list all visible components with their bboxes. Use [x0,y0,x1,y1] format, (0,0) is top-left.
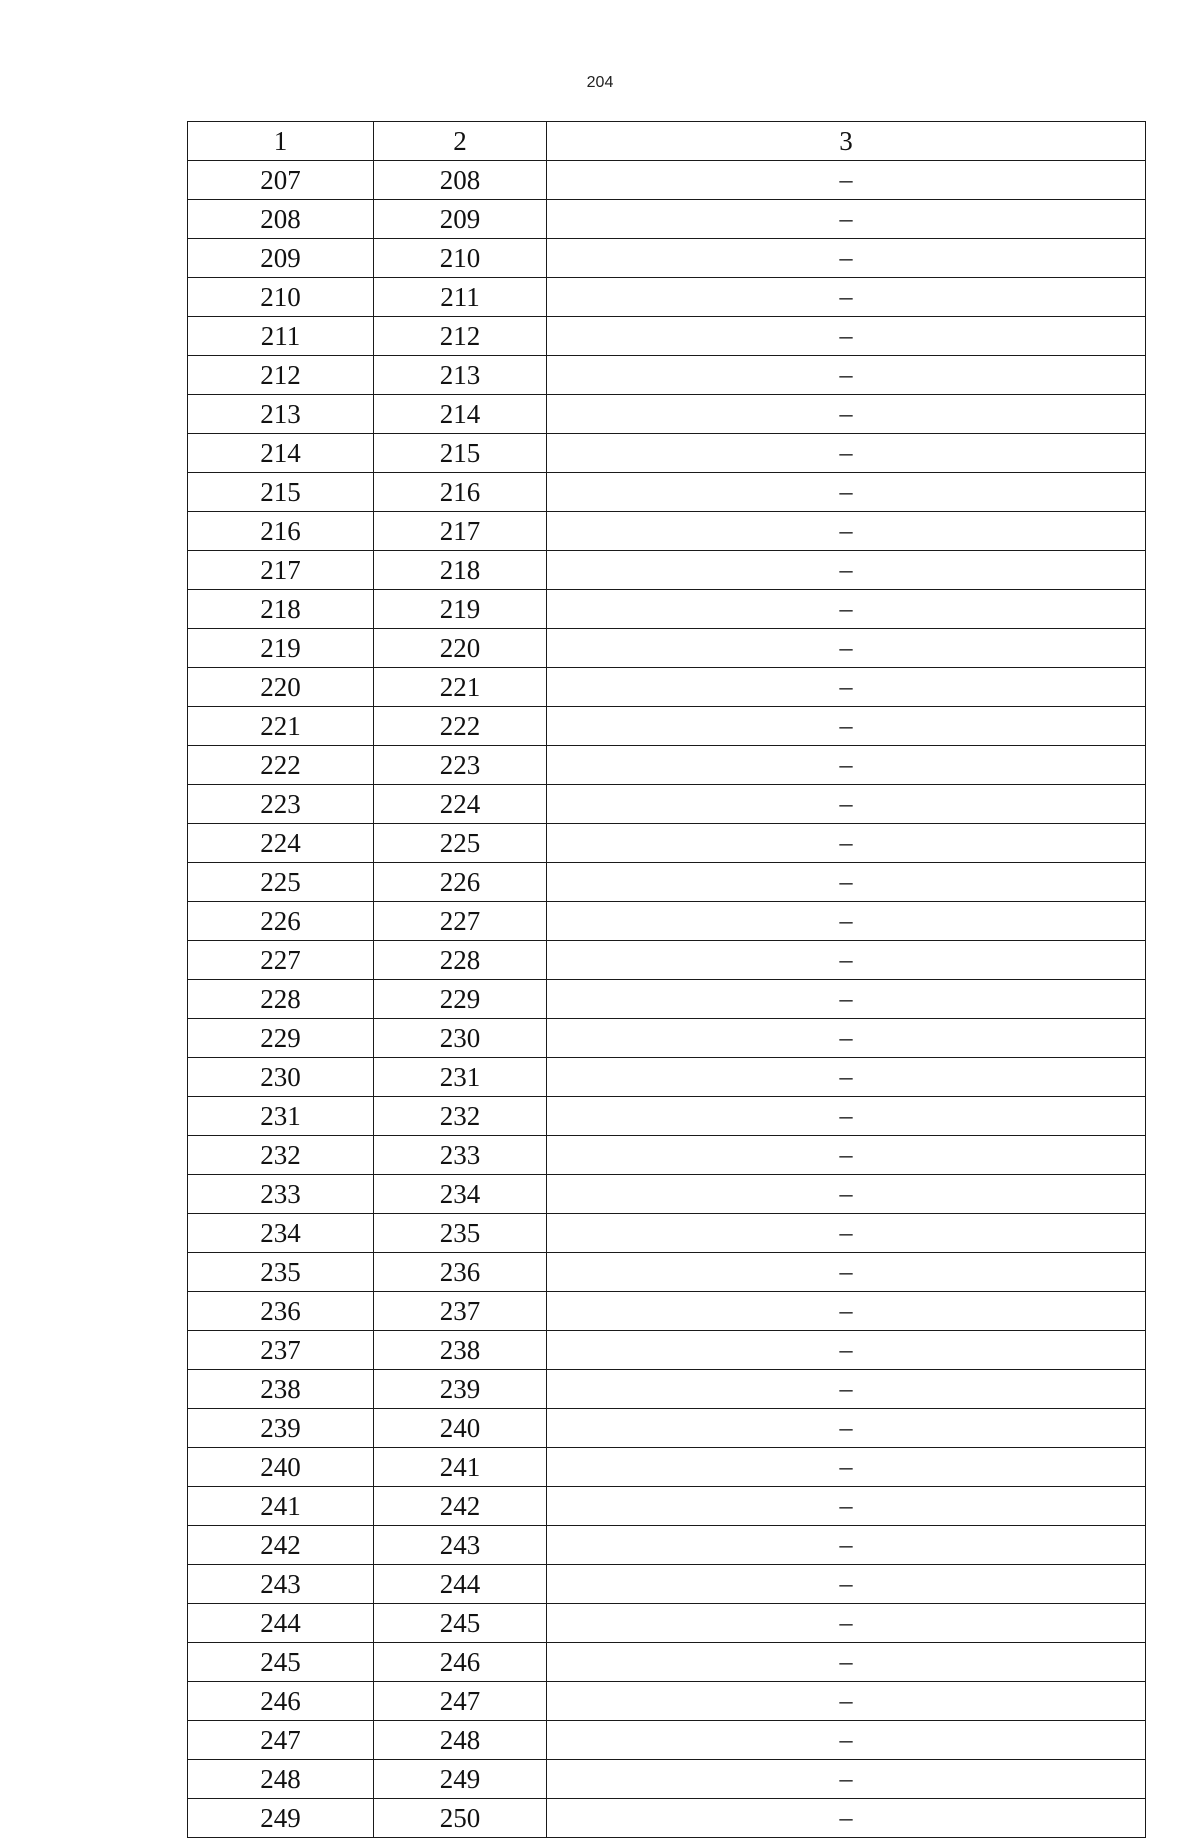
table-cell-col-1: 229 [188,1019,374,1058]
table-cell-col-3: – [547,473,1146,512]
table-cell-col-1: 212 [188,356,374,395]
table-cell-col-1: 226 [188,902,374,941]
table-row [188,239,1146,278]
table-cell-col-1: 242 [188,1526,374,1565]
table-cell-col-3: – [547,1097,1146,1136]
table-cell-col-2: 211 [374,278,547,317]
table-row [188,434,1146,473]
table-row [188,1370,1146,1409]
table-cell-col-3: – [547,1721,1146,1760]
table-cell-col-3: – [547,278,1146,317]
table-cell-col-2: 219 [374,590,547,629]
table-row [188,1331,1146,1370]
table-cell-col-2: 228 [374,941,547,980]
table-cell-col-2: 225 [374,824,547,863]
table-row [188,1097,1146,1136]
table-cell-col-2: 241 [374,1448,547,1487]
table-cell-col-1: 208 [188,200,374,239]
table-cell-col-1: 239 [188,1409,374,1448]
table-cell-col-3: – [547,1175,1146,1214]
table-row [188,707,1146,746]
table-cell-col-2: 229 [374,980,547,1019]
table-cell-col-1: 217 [188,551,374,590]
table-cell-col-3: – [547,317,1146,356]
table-cell-col-3: – [547,824,1146,863]
table-cell-col-1: 224 [188,824,374,863]
table-cell-col-2: 216 [374,473,547,512]
table-cell-col-1: 240 [188,1448,374,1487]
table-cell-col-1: 244 [188,1604,374,1643]
table-cell-col-3: – [547,1019,1146,1058]
table-cell-col-1: 235 [188,1253,374,1292]
table-row [188,1214,1146,1253]
table-cell-col-2: 238 [374,1331,547,1370]
table-row [188,1604,1146,1643]
column-header-2: 2 [374,122,547,161]
table-cell-col-3: – [547,785,1146,824]
table-row [188,1487,1146,1526]
table-cell-col-3: – [547,1136,1146,1175]
table-row [188,590,1146,629]
table-cell-col-1: 222 [188,746,374,785]
table-cell-col-1: 207 [188,161,374,200]
table-cell-col-1: 234 [188,1214,374,1253]
table-cell-col-1: 210 [188,278,374,317]
table-cell-col-1: 219 [188,629,374,668]
table-cell-col-2: 227 [374,902,547,941]
table-cell-col-3: – [547,434,1146,473]
table-cell-col-3: – [547,1448,1146,1487]
table-row [188,1409,1146,1448]
table-cell-col-3: – [547,941,1146,980]
table-row [188,1175,1146,1214]
table-cell-col-1: 236 [188,1292,374,1331]
table-cell-col-2: 250 [374,1799,547,1838]
table-cell-col-1: 221 [188,707,374,746]
table-cell-col-1: 248 [188,1760,374,1799]
table-cell-col-3: – [547,707,1146,746]
table-cell-col-3: – [547,1214,1146,1253]
table-row [188,317,1146,356]
table-row [188,941,1146,980]
table-cell-col-3: – [547,1760,1146,1799]
table-cell-col-3: – [547,161,1146,200]
table-row [188,278,1146,317]
table-row [188,980,1146,1019]
column-header-3: 3 [547,122,1146,161]
table-row [188,1136,1146,1175]
table-cell-col-2: 217 [374,512,547,551]
table-row [188,161,1146,200]
table-row [188,1799,1146,1838]
table-cell-col-1: 228 [188,980,374,1019]
table-row [188,746,1146,785]
table-cell-col-1: 220 [188,668,374,707]
table-cell-col-2: 208 [374,161,547,200]
table-cell-col-3: – [547,1370,1146,1409]
table-cell-col-1: 237 [188,1331,374,1370]
table-cell-col-2: 224 [374,785,547,824]
table-cell-col-3: – [547,863,1146,902]
table-cell-col-1: 214 [188,434,374,473]
table-cell-col-2: 226 [374,863,547,902]
table-cell-col-3: – [547,1526,1146,1565]
table-row [188,512,1146,551]
table-row [188,1058,1146,1097]
table-cell-col-2: 223 [374,746,547,785]
table-row [188,902,1146,941]
table-cell-col-3: – [547,356,1146,395]
table-cell-col-1: 247 [188,1721,374,1760]
table-cell-col-1: 223 [188,785,374,824]
table-cell-col-3: – [547,1682,1146,1721]
table-cell-col-2: 213 [374,356,547,395]
table-cell-col-1: 216 [188,512,374,551]
table-cell-col-3: – [547,590,1146,629]
table-cell-col-3: – [547,395,1146,434]
table-cell-col-2: 240 [374,1409,547,1448]
table-cell-col-3: – [547,1604,1146,1643]
table-row [188,1292,1146,1331]
table-cell-col-3: – [547,629,1146,668]
table-cell-col-2: 235 [374,1214,547,1253]
table-cell-col-3: – [547,1799,1146,1838]
table-cell-col-2: 248 [374,1721,547,1760]
table-cell-col-1: 213 [188,395,374,434]
table-row [188,785,1146,824]
table-row [188,1253,1146,1292]
table-cell-col-3: – [547,1292,1146,1331]
table-row [188,551,1146,590]
table-cell-col-2: 237 [374,1292,547,1331]
table-cell-col-3: – [547,551,1146,590]
table-row [188,1721,1146,1760]
table-cell-col-3: – [547,980,1146,1019]
table-cell-col-2: 222 [374,707,547,746]
table-cell-col-2: 232 [374,1097,547,1136]
table-cell-col-1: 233 [188,1175,374,1214]
table-row [188,1682,1146,1721]
table-cell-col-2: 236 [374,1253,547,1292]
table-cell-col-2: 239 [374,1370,547,1409]
table-cell-col-2: 220 [374,629,547,668]
table-row [188,629,1146,668]
table-row [188,1643,1146,1682]
table-cell-col-2: 244 [374,1565,547,1604]
table-row [188,395,1146,434]
table-cell-col-1: 227 [188,941,374,980]
table-cell-col-1: 209 [188,239,374,278]
table-cell-col-2: 234 [374,1175,547,1214]
table-cell-col-1: 243 [188,1565,374,1604]
table-row [188,1019,1146,1058]
table-cell-col-1: 238 [188,1370,374,1409]
table-cell-col-2: 247 [374,1682,547,1721]
table-cell-col-2: 242 [374,1487,547,1526]
table-cell-col-2: 221 [374,668,547,707]
table-cell-col-3: – [547,1565,1146,1604]
table-cell-col-2: 214 [374,395,547,434]
data-table-container [187,121,1145,1838]
table-body [188,161,1146,1838]
table-cell-col-2: 218 [374,551,547,590]
table-cell-col-3: – [547,1409,1146,1448]
table-cell-col-1: 225 [188,863,374,902]
table-cell-col-2: 249 [374,1760,547,1799]
table-cell-col-3: – [547,1058,1146,1097]
table-cell-col-1: 246 [188,1682,374,1721]
table-row [188,1565,1146,1604]
table-cell-col-1: 211 [188,317,374,356]
table-cell-col-3: – [547,512,1146,551]
table-cell-col-3: – [547,746,1146,785]
table-row [188,1526,1146,1565]
table-row [188,473,1146,512]
table-cell-col-2: 210 [374,239,547,278]
table-header-row [188,122,1146,161]
table-cell-col-2: 231 [374,1058,547,1097]
table-cell-col-1: 215 [188,473,374,512]
table-cell-col-3: – [547,239,1146,278]
table-cell-col-1: 241 [188,1487,374,1526]
table-row [188,668,1146,707]
table-cell-col-3: – [547,200,1146,239]
table-cell-col-2: 212 [374,317,547,356]
table-cell-col-2: 230 [374,1019,547,1058]
table-row [188,863,1146,902]
table-row [188,356,1146,395]
table-cell-col-2: 215 [374,434,547,473]
table-cell-col-3: – [547,1487,1146,1526]
table-cell-col-1: 249 [188,1799,374,1838]
page-number: 204 [586,74,614,91]
column-header-1: 1 [188,122,374,161]
table-cell-col-1: 218 [188,590,374,629]
table-cell-col-2: 233 [374,1136,547,1175]
table-cell-col-3: – [547,1643,1146,1682]
table-row [188,824,1146,863]
table-row [188,200,1146,239]
table-cell-col-1: 231 [188,1097,374,1136]
data-table [187,121,1146,1838]
table-cell-col-2: 243 [374,1526,547,1565]
table-cell-col-1: 232 [188,1136,374,1175]
table-cell-col-3: – [547,902,1146,941]
table-cell-col-3: – [547,1253,1146,1292]
table-cell-col-3: – [547,668,1146,707]
table-cell-col-1: 245 [188,1643,374,1682]
table-row [188,1448,1146,1487]
table-cell-col-3: – [547,1331,1146,1370]
table-cell-col-2: 209 [374,200,547,239]
table-row [188,1760,1146,1799]
table-cell-col-2: 246 [374,1643,547,1682]
table-cell-col-1: 230 [188,1058,374,1097]
table-cell-col-2: 245 [374,1604,547,1643]
